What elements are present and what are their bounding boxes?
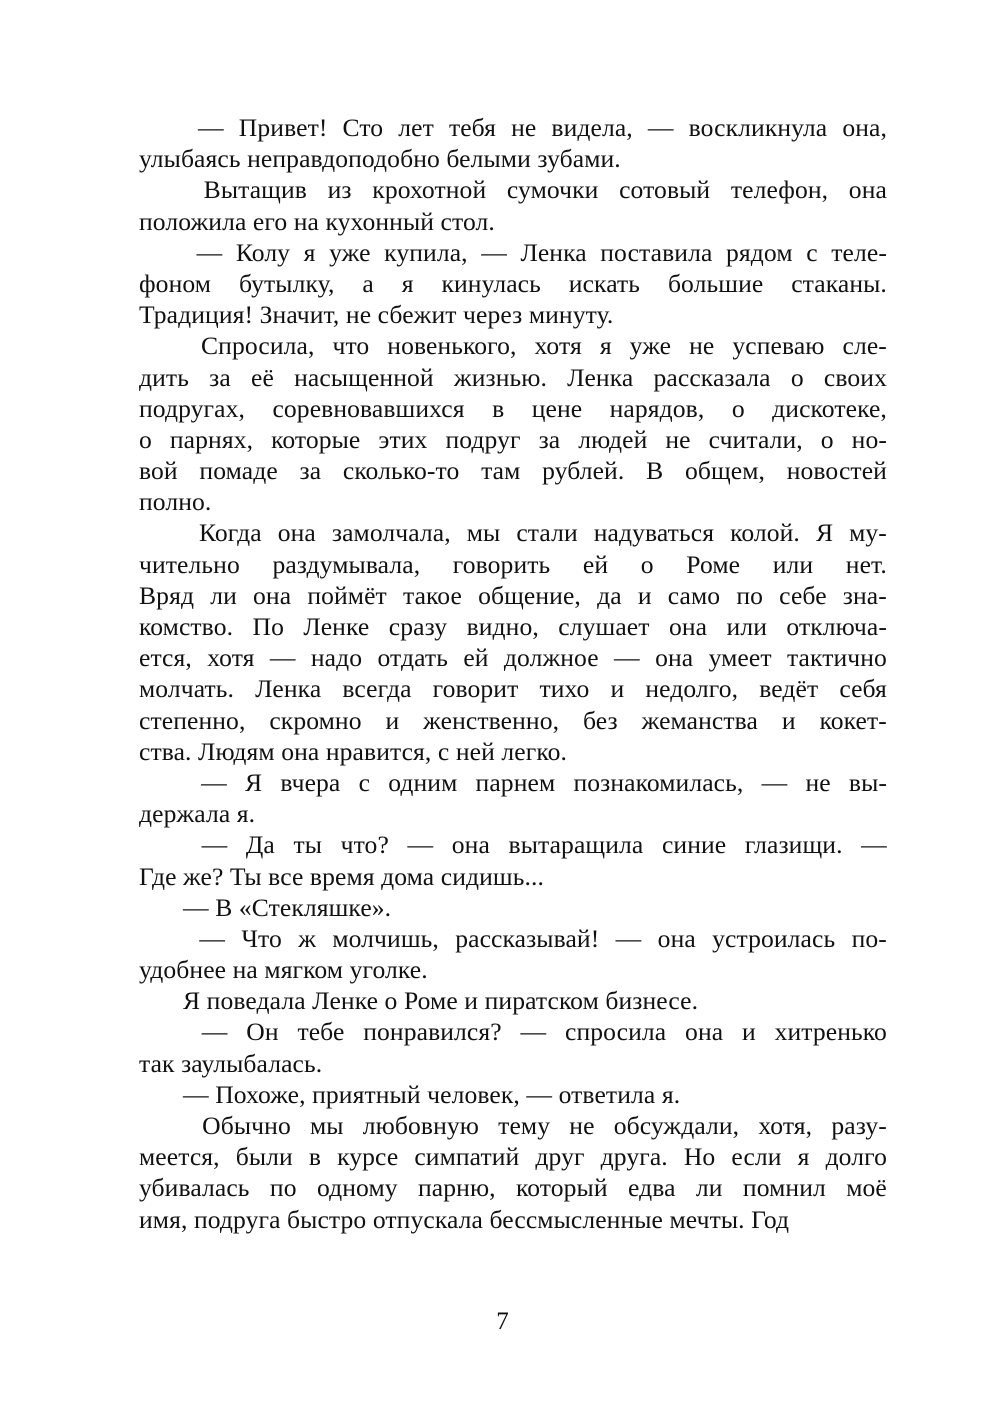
word: слушает [558, 612, 650, 641]
word: её [251, 362, 274, 392]
paragraph [139, 174, 887, 236]
word: новенького, [387, 331, 517, 361]
text-line [139, 330, 887, 361]
word: стаканы. [791, 268, 887, 298]
word: я [797, 1142, 810, 1172]
word: синие [661, 830, 727, 860]
text-line: Я поведала Ленке о Роме и пиратском бизнесе. [183, 986, 699, 1016]
word: она [655, 643, 694, 673]
text-line [139, 1141, 887, 1172]
word: Обычно [202, 1111, 291, 1140]
word: жизнью. [453, 362, 547, 392]
word: соревновавшихся [272, 393, 465, 423]
word: тему [498, 1111, 551, 1140]
word: цене [531, 393, 583, 423]
word: о [731, 393, 745, 423]
word: кинулась [441, 268, 541, 298]
paragraph [139, 985, 887, 1016]
word: — [201, 767, 227, 797]
word: успеваю [732, 331, 825, 361]
text-line: так заулыбалась. [139, 1048, 323, 1078]
word: бутылку, [238, 268, 335, 298]
word: жеманства [641, 705, 758, 735]
word: кокет- [819, 705, 887, 735]
word: фоном [139, 268, 212, 298]
word: дискотеке, [772, 393, 887, 423]
word: ли [695, 1173, 723, 1203]
word: ты [293, 830, 323, 860]
word: или [772, 549, 814, 579]
text-line [139, 767, 887, 798]
text-line [139, 549, 887, 580]
word: новостей [786, 456, 887, 486]
word: вытаращила [508, 830, 644, 860]
word: Я [245, 767, 263, 797]
word: ли [210, 580, 237, 610]
word: обсуждали, [613, 1111, 740, 1140]
text-line: — Похоже, приятный человек, — ответила я. [183, 1079, 681, 1109]
word: и [741, 1017, 756, 1047]
word: по [736, 580, 764, 610]
word: Сто [342, 113, 384, 142]
word: что? [340, 830, 389, 860]
word: лет [398, 113, 434, 142]
word: спросила [564, 1017, 667, 1047]
word: и [637, 580, 652, 610]
text-line [139, 424, 887, 455]
word: Роме [686, 549, 741, 579]
word: Вытащив [203, 175, 307, 205]
word: Он [246, 1017, 279, 1047]
word: она [668, 612, 708, 641]
word: сколько-то [342, 456, 460, 486]
word: молчать. [139, 674, 235, 704]
word: хотя [207, 643, 255, 673]
word: были [235, 1142, 293, 1172]
paragraph [139, 923, 887, 985]
word: Вряд [139, 580, 195, 610]
text-line: имя, подруга быстро отпускала бессмысленные мечты. Год [139, 1204, 790, 1234]
word: отдать [377, 643, 448, 673]
word: — [614, 643, 640, 673]
word: сумочки [506, 175, 599, 205]
text-line: Традиция! Значит, не сбежит через минуту. [139, 300, 614, 330]
word: поставила [600, 237, 713, 267]
word: за [209, 362, 231, 392]
word: о [790, 362, 804, 392]
word: она [451, 830, 490, 860]
word: — [481, 237, 507, 267]
word: — [198, 113, 224, 142]
word: который [516, 1173, 608, 1203]
word: парню, [418, 1173, 496, 1203]
word: людей [578, 424, 648, 454]
word: насыщенной [294, 362, 434, 392]
word: глазищи. [744, 830, 843, 860]
word: умеет [708, 643, 772, 673]
word: хотя, [758, 1111, 813, 1140]
paragraph [139, 1016, 887, 1078]
word: искать [568, 268, 641, 298]
paragraph [139, 1079, 887, 1110]
word: раздумывала, [272, 549, 421, 579]
text-line [139, 673, 887, 704]
word: тихо [539, 674, 590, 704]
word: вой [139, 456, 178, 486]
word: Да [245, 830, 275, 860]
word: всегда [342, 674, 412, 704]
word: друга. [600, 1142, 668, 1172]
word: должное [503, 643, 599, 673]
word: за [299, 456, 322, 486]
text-line: улыбаясь неправдоподобно белыми зубами. [139, 144, 621, 174]
text-line: полно. [139, 487, 212, 517]
word: друг [535, 1142, 585, 1172]
paragraph [139, 237, 887, 331]
word: — [196, 237, 223, 267]
word: без [582, 705, 618, 735]
text-line: положила его на кухонный стол. [139, 206, 495, 236]
word: парнях, [169, 424, 254, 454]
word: видела, [551, 113, 633, 142]
word: если [731, 1142, 782, 1172]
text-line: ства. Людям она нравится, с ней легко. [139, 736, 567, 766]
word: тебя [448, 113, 497, 142]
word: недолго, [645, 674, 739, 704]
word: говорит [432, 674, 519, 704]
paragraph [139, 1110, 887, 1235]
paragraph [139, 330, 887, 517]
word: Ленке [303, 612, 370, 641]
word: комство. [139, 612, 234, 641]
word: чительно [139, 549, 240, 579]
paragraph [139, 112, 887, 174]
text-line [139, 517, 887, 548]
word: за [538, 424, 561, 454]
word: она [848, 175, 887, 205]
word: поймёт [307, 580, 387, 610]
word: ей [463, 643, 489, 673]
word: сле- [842, 331, 887, 361]
word: которые [271, 424, 361, 454]
word: не [511, 113, 537, 142]
paragraph [139, 767, 887, 829]
word: из [327, 175, 352, 205]
word: помаде [199, 456, 278, 486]
word: надо [310, 643, 363, 673]
word: и [385, 705, 400, 735]
word: дить [139, 362, 189, 392]
word: но- [851, 424, 887, 454]
text-line: держала я. [139, 799, 256, 829]
word: одному [316, 1173, 398, 1203]
word: она [657, 923, 696, 953]
word: в [492, 393, 505, 423]
word: — [520, 1017, 547, 1047]
word: нарядов, [609, 393, 705, 423]
word: рассказывай! [455, 923, 600, 953]
word: По [252, 612, 284, 641]
text-line [139, 174, 887, 205]
text-line [139, 237, 887, 268]
word: общение, [478, 580, 581, 610]
word: рядом [726, 237, 793, 267]
word: не [689, 331, 715, 361]
word: ж [298, 923, 317, 953]
word: крохотной [372, 175, 487, 205]
text-line [139, 268, 887, 299]
text-line: Где же? Ты все время дома сидишь... [139, 861, 545, 891]
word: само [667, 580, 721, 610]
word: — [861, 830, 887, 860]
word: мы [310, 1111, 344, 1140]
word: уже [329, 237, 371, 267]
word: женственно, [423, 705, 560, 735]
text-line [139, 362, 887, 393]
page-number: 7 [496, 1308, 509, 1335]
word: — [201, 1017, 228, 1047]
word: Но [683, 1142, 716, 1172]
word: тактично [786, 643, 887, 673]
word: — [201, 830, 228, 860]
word: меется, [139, 1142, 220, 1172]
paragraph [139, 892, 887, 923]
text-line: удобнее на мягком уголке. [139, 955, 428, 985]
word: да [597, 580, 622, 610]
word: любовную [362, 1111, 479, 1140]
word: видно, [466, 612, 539, 641]
word: своих [823, 362, 887, 392]
text-line: — В «Стекляшке». [183, 892, 392, 922]
word: а [362, 268, 374, 298]
word: сотовый [619, 175, 711, 205]
word: рублей. [542, 456, 625, 486]
word: воскликнула [688, 113, 828, 142]
word: Когда [199, 518, 262, 548]
word: теле- [831, 237, 887, 267]
word: Привет! [238, 113, 328, 142]
word: Ленка [255, 674, 322, 704]
word: телефон, [730, 175, 829, 205]
word: едва [628, 1173, 676, 1203]
word: подруг [445, 424, 521, 454]
word: по [269, 1173, 297, 1203]
word: моё [846, 1173, 887, 1203]
word: и [610, 674, 625, 704]
word: нет. [845, 549, 887, 579]
word: Что [241, 923, 282, 953]
word: помнил [742, 1173, 826, 1203]
word: себе [779, 580, 827, 610]
text-line [139, 1172, 887, 1203]
word: о [640, 549, 654, 579]
word: парнем [475, 767, 556, 797]
word: — [615, 923, 642, 953]
word: — [407, 830, 434, 860]
word: молчишь, [332, 923, 439, 953]
text-line [139, 611, 887, 642]
word: надуваться [593, 518, 715, 548]
text-line [139, 1110, 887, 1141]
word: такое [402, 580, 462, 610]
word: рассказала [653, 362, 771, 392]
word: не [569, 1111, 595, 1140]
word: Спросила, [200, 331, 315, 361]
word: степенно, [139, 705, 246, 735]
word: или [726, 612, 767, 641]
word: Колу [235, 237, 291, 267]
word: говорить [452, 549, 551, 579]
word: она [253, 580, 292, 610]
word: разу- [831, 1111, 887, 1140]
word: о [820, 424, 834, 454]
word: замолчала, [331, 518, 451, 548]
word: одним [388, 767, 458, 797]
word: что [332, 331, 370, 361]
word: устроилась [712, 923, 836, 953]
text-line [139, 393, 887, 424]
paragraph [139, 517, 887, 767]
word: я [599, 331, 612, 361]
word: не [805, 767, 831, 797]
page-text-block [139, 112, 887, 1235]
word: — [269, 643, 296, 673]
word: зна- [842, 580, 887, 610]
word: этих [378, 424, 428, 454]
word: колой. [730, 518, 800, 548]
word: я [401, 268, 414, 298]
word: ведёт [759, 674, 819, 704]
word: хотя [534, 331, 582, 361]
word: и [781, 705, 796, 735]
word: уже [629, 331, 672, 361]
word: в [308, 1142, 322, 1172]
word: себя [839, 674, 887, 704]
text-line [139, 642, 887, 673]
text-line [139, 705, 887, 736]
word: В [646, 456, 664, 486]
word: я [303, 237, 316, 267]
word: подругах, [139, 393, 245, 423]
word: считали, [708, 424, 803, 454]
word: ей [582, 549, 609, 579]
text-line [139, 923, 887, 954]
text-line [139, 829, 887, 860]
word: — [647, 113, 674, 142]
word: вы- [848, 767, 887, 797]
word: она [685, 1017, 724, 1047]
word: мы [466, 518, 501, 548]
word: отключа- [786, 612, 887, 641]
text-line [139, 112, 887, 143]
word: Я [815, 518, 834, 548]
word: о [139, 424, 152, 454]
word: вчера [280, 767, 341, 797]
paragraph [139, 829, 887, 891]
word: курсе [337, 1142, 399, 1172]
word: не [665, 424, 691, 454]
word: долго [825, 1142, 887, 1172]
word: убивалась [139, 1173, 250, 1203]
word: стали [516, 518, 578, 548]
word: сразу [388, 612, 448, 641]
word: ется, [139, 643, 192, 673]
word: симпатий [414, 1142, 520, 1172]
word: тебе [297, 1017, 345, 1047]
word: — [761, 767, 788, 797]
word: скромно [269, 705, 362, 735]
word: Ленка [520, 237, 587, 267]
word: му- [849, 518, 887, 548]
word: она [277, 518, 316, 548]
word: она, [842, 113, 887, 142]
word: Ленка [567, 362, 634, 392]
word: общем, [684, 456, 766, 486]
word: понравился? [363, 1017, 502, 1047]
text-line [139, 455, 887, 486]
text-line [139, 1016, 887, 1047]
word: хитренько [774, 1017, 887, 1047]
word: купила, [384, 237, 468, 267]
word: с [806, 237, 818, 267]
word: с [358, 767, 371, 797]
word: — [199, 923, 226, 953]
word: большие [667, 268, 764, 298]
word: там [481, 456, 521, 486]
word: познакомилась, [573, 767, 744, 797]
text-line [139, 580, 887, 611]
word: по- [851, 923, 887, 953]
